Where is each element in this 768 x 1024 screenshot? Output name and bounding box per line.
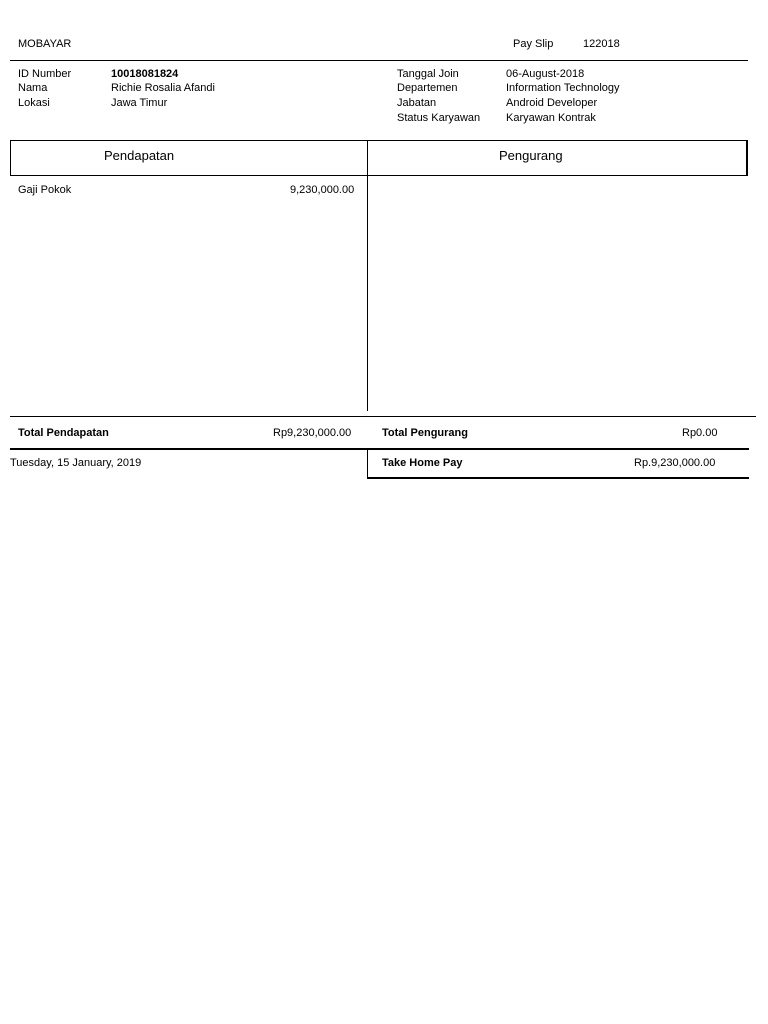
department-value: Information Technology xyxy=(506,82,620,94)
totals-bottom-border xyxy=(10,448,749,450)
join-date-label: Tanggal Join xyxy=(397,68,459,80)
take-home-value: Rp.9,230,000.00 xyxy=(634,457,716,469)
total-income-value: Rp9,230,000.00 xyxy=(273,427,352,439)
table-top-border xyxy=(10,140,748,141)
payslip-period: 122018 xyxy=(583,38,620,50)
column-divider xyxy=(367,140,368,411)
location-label: Lokasi xyxy=(18,97,50,109)
department-label: Departemen xyxy=(397,82,458,94)
join-date-value: 06-August-2018 xyxy=(506,68,585,80)
table-left-border xyxy=(10,140,11,176)
company-name: MOBAYAR xyxy=(18,38,72,50)
income-item-label: Gaji Pokok xyxy=(18,184,72,196)
take-home-bottom-border xyxy=(367,477,749,479)
take-home-label: Take Home Pay xyxy=(382,457,463,469)
table-right-border xyxy=(746,140,748,176)
location-value: Jawa Timur xyxy=(111,97,168,109)
total-deduction-value: Rp0.00 xyxy=(682,427,718,439)
income-column-header: Pendapatan xyxy=(104,148,175,163)
print-date: Tuesday, 15 January, 2019 xyxy=(10,457,142,469)
totals-top-border xyxy=(10,416,756,417)
deduction-column-header: Pengurang xyxy=(499,148,563,163)
payslip-label: Pay Slip xyxy=(513,38,554,50)
status-value: Karyawan Kontrak xyxy=(506,112,596,124)
table-header-bottom-border xyxy=(10,175,748,176)
id-number-label: ID Number xyxy=(18,68,72,80)
footer-divider xyxy=(367,449,368,479)
status-label: Status Karyawan xyxy=(397,112,481,124)
name-label: Nama xyxy=(18,82,48,94)
header-divider xyxy=(10,60,748,61)
total-income-label: Total Pendapatan xyxy=(18,427,109,439)
income-item-amount: 9,230,000.00 xyxy=(290,184,355,196)
position-value: Android Developer xyxy=(506,97,598,109)
id-number-value: 10018081824 xyxy=(111,68,179,80)
total-deduction-label: Total Pengurang xyxy=(382,427,468,439)
name-value: Richie Rosalia Afandi xyxy=(111,82,215,94)
position-label: Jabatan xyxy=(397,97,437,109)
